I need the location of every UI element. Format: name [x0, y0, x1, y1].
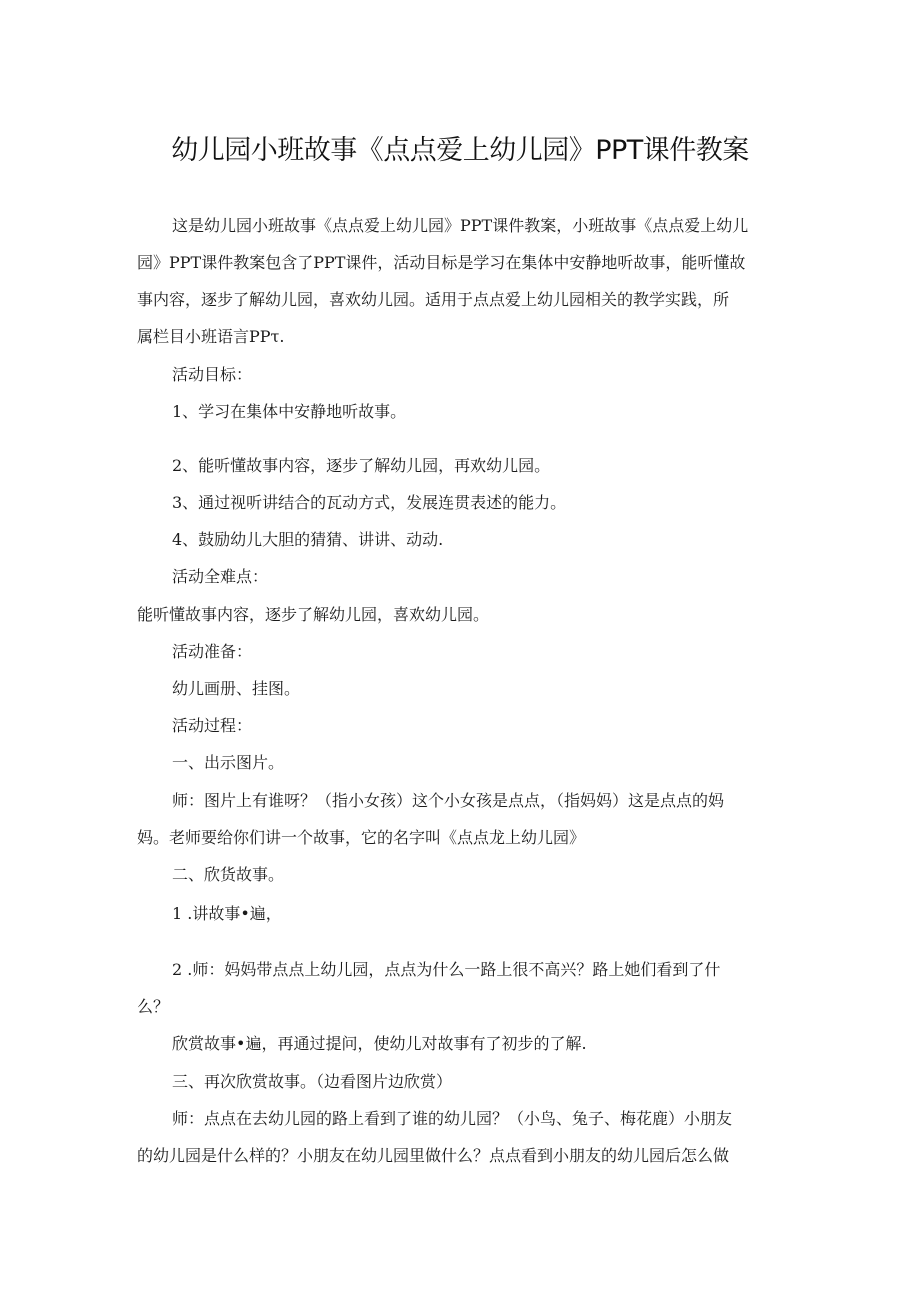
step-one-line: 妈。老师要给你们讲一个故事，它的名字叫《点点龙上幼儿园》	[137, 828, 586, 847]
goal-item-4: 4、鼓励幼儿大胆的猜猜、讲讲、动动.	[172, 530, 444, 549]
goal-item-3: 3、通过视听讲结合的瓦动方式，发展连贯表述的能力。	[172, 493, 567, 512]
step-two-item-2-cont: 么？	[137, 997, 170, 1016]
step-one-line: 师：图片上有谁呀？（指小女孩）这个小女孩是点点，（指妈妈）这是点点的妈	[172, 791, 725, 810]
step-three-line: 的幼儿园是什么样的？小朋友在幼儿园里做什么？点点看到小朋友的幼儿园后怎么做	[137, 1146, 730, 1165]
step-one-heading: 一、出示图片。	[172, 753, 285, 772]
step-three-heading: 三、再次欣赏故事。（边看图片边欣赏）	[172, 1072, 453, 1091]
goal-item-1: 1、学习在集体中安静地听故事。	[172, 402, 407, 421]
key-points-heading: 活动全难点：	[172, 567, 269, 586]
step-two-item-1: 1 .讲故事•遍，	[172, 904, 282, 923]
goals-heading: 活动目标：	[172, 365, 253, 384]
intro-line: 事内容，逐步了解幼儿园，喜欢幼儿园。适用于点点爱上幼儿园相关的教学实践，所	[137, 290, 730, 309]
key-points-text: 能听懂故事内容，逐步了解幼儿园，喜欢幼儿园。	[137, 605, 490, 624]
intro-line: 属栏目小班语言PPτ.	[137, 327, 285, 346]
page-title: 幼儿园小班故事《点点爱上幼儿园》PPT课件教案	[171, 135, 749, 166]
step-two-item-3: 欣赏故事•遍，再通过提问，使幼儿对故事有了初步的了解.	[172, 1034, 587, 1053]
step-two-heading: 二、欣货故事。	[172, 865, 285, 884]
process-heading: 活动过程：	[172, 716, 253, 735]
prep-text: 幼儿画册、挂图。	[172, 679, 301, 698]
step-three-line: 师：点点在去幼儿园的路上看到了谁的幼儿园？（小鸟、兔子、梅花鹿）小朋友	[172, 1109, 733, 1128]
goal-item-2: 2、能听懂故事内容，逐步了解幼儿园，再欢幼儿园。	[172, 456, 551, 475]
intro-line: 园》PPT课件教案包含了PPT课件，活动目标是学习在集体中安静地听故事，能听懂故	[137, 253, 746, 272]
intro-line: 这是幼儿园小班故事《点点爱上幼儿园》PPT课件教案，小班故事《点点爱上幼儿	[172, 216, 749, 235]
step-two-item-2: 2 .师：妈妈带点点上幼儿园，点点为什么一路上很不高兴？路上她们看到了什	[172, 960, 721, 979]
prep-heading: 活动准备：	[172, 642, 253, 661]
